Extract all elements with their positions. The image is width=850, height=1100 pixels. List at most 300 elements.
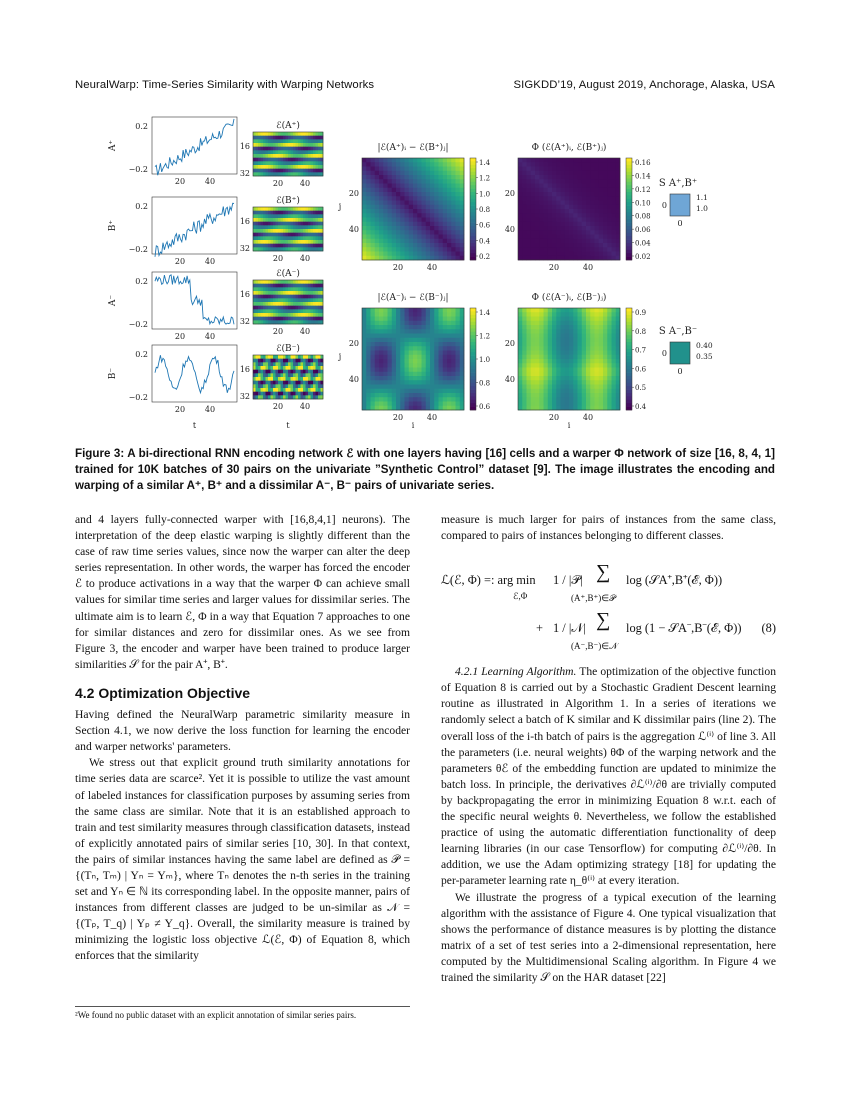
heatmap-cell bbox=[616, 226, 621, 231]
heatmap-cell bbox=[392, 171, 397, 176]
heatmap-cell bbox=[258, 359, 261, 363]
heatmap-cell bbox=[405, 402, 410, 407]
heatmap-cell bbox=[261, 136, 264, 140]
heatmap-cell bbox=[303, 373, 306, 377]
heatmap-cell bbox=[548, 359, 553, 364]
heatmap-cell bbox=[271, 359, 274, 363]
heatmap-cell bbox=[273, 214, 276, 218]
heatmap-cell bbox=[518, 334, 523, 339]
heatmap-cell bbox=[281, 355, 284, 359]
heatmap-cell bbox=[607, 213, 612, 218]
heatmap-cell bbox=[460, 342, 465, 347]
heatmap-cell bbox=[316, 284, 319, 288]
heatmap-cell bbox=[447, 342, 452, 347]
heatmap-cell bbox=[316, 132, 319, 136]
heatmap-cell bbox=[291, 291, 294, 295]
heatmap-cell bbox=[439, 252, 444, 257]
heatmap-cell bbox=[313, 309, 316, 313]
heatmap-cell bbox=[266, 136, 269, 140]
heatmap-cell bbox=[422, 247, 427, 252]
heatmap-cell bbox=[535, 325, 540, 330]
heatmap-cell bbox=[603, 205, 608, 210]
heatmap-cell bbox=[430, 402, 435, 407]
heatmap-cell bbox=[599, 222, 604, 227]
heatmap-cell bbox=[286, 362, 289, 366]
heatmap-cell bbox=[590, 317, 595, 322]
heatmap-cell bbox=[298, 284, 301, 288]
heatmap-cell bbox=[296, 306, 299, 310]
heatmap-cell bbox=[556, 363, 561, 368]
heatmap-cell bbox=[256, 139, 259, 143]
heatmap-cell bbox=[383, 247, 388, 252]
heatmap-cell bbox=[405, 380, 410, 385]
heatmap-cell bbox=[434, 325, 439, 330]
heatmap-cell bbox=[258, 150, 261, 154]
heatmap-cell bbox=[268, 233, 271, 237]
heatmap-cell bbox=[531, 346, 536, 351]
heatmap-cell bbox=[586, 329, 591, 334]
heatmap-cell bbox=[607, 188, 612, 193]
heatmap-cell bbox=[413, 372, 418, 377]
heatmap-cell bbox=[392, 175, 397, 180]
heatmap-cell bbox=[612, 256, 617, 261]
heatmap-cell bbox=[426, 342, 431, 347]
heatmap-cell bbox=[578, 338, 583, 343]
heatmap-cell bbox=[565, 402, 570, 407]
heatmap-cell bbox=[527, 385, 532, 390]
heatmap-cell bbox=[268, 291, 271, 295]
heatmap-cell bbox=[565, 334, 570, 339]
heatmap-cell bbox=[447, 175, 452, 180]
ytick-label: 40 bbox=[504, 225, 515, 234]
heatmap-cell bbox=[388, 158, 393, 163]
heatmap-cell bbox=[258, 373, 261, 377]
heatmap-cell bbox=[375, 385, 380, 390]
heatmap-cell bbox=[308, 381, 311, 385]
heatmap-cell bbox=[383, 380, 388, 385]
heatmap-cell bbox=[396, 397, 401, 402]
heatmap-cell bbox=[392, 355, 397, 360]
heatmap-cell bbox=[258, 355, 261, 359]
heatmap-cell bbox=[298, 225, 301, 229]
heatmap-cell bbox=[531, 247, 536, 252]
heatmap-cell bbox=[256, 366, 259, 370]
heatmap-cell bbox=[456, 351, 461, 356]
heatmap-cell bbox=[375, 372, 380, 377]
heatmap-cell bbox=[451, 380, 456, 385]
heatmap-cell bbox=[456, 175, 461, 180]
heatmap-cell bbox=[612, 385, 617, 390]
heatmap-cell bbox=[263, 233, 266, 237]
heatmap-cell bbox=[383, 338, 388, 343]
heatmap-cell bbox=[544, 389, 549, 394]
colorbar-tick-label: 1.4 bbox=[479, 309, 491, 317]
heatmap-cell bbox=[286, 165, 289, 169]
heatmap-cell bbox=[616, 359, 621, 364]
heatmap-cell bbox=[447, 397, 452, 402]
heatmap-cell bbox=[426, 329, 431, 334]
heatmap-cell bbox=[409, 205, 414, 210]
heatmap-cell bbox=[535, 368, 540, 373]
heatmap-cell bbox=[396, 235, 401, 240]
heatmap-cell bbox=[565, 192, 570, 197]
heatmap-cell bbox=[607, 308, 612, 313]
xlabel: i bbox=[567, 421, 571, 430]
heatmap-cell bbox=[599, 205, 604, 210]
heatmap-cell bbox=[261, 359, 264, 363]
heatmap-cell bbox=[417, 346, 422, 351]
heatmap-cell bbox=[276, 370, 279, 374]
heatmap-cell bbox=[548, 351, 553, 356]
heatmap-cell bbox=[565, 196, 570, 201]
heatmap-cell bbox=[366, 359, 371, 364]
heatmap-cell bbox=[612, 338, 617, 343]
heatmap-cell bbox=[388, 167, 393, 172]
similarity-label: S A⁺,B⁺ bbox=[658, 178, 698, 189]
heatmap-cell bbox=[443, 376, 448, 381]
heatmap-cell bbox=[460, 397, 465, 402]
heatmap-cell bbox=[586, 243, 591, 248]
heatmap-cell bbox=[409, 368, 414, 373]
heatmap-cell bbox=[396, 201, 401, 206]
heatmap-cell bbox=[271, 225, 274, 229]
heatmap-cell bbox=[603, 158, 608, 163]
heatmap-cell bbox=[286, 161, 289, 165]
heatmap-cell bbox=[261, 161, 264, 165]
heatmap-cell bbox=[539, 196, 544, 201]
colorbar-tick-label: 0.35 bbox=[696, 352, 713, 361]
heatmap-cell bbox=[379, 317, 384, 322]
heatmap-cell bbox=[271, 313, 274, 317]
heatmap-cell bbox=[261, 384, 264, 388]
heatmap-cell bbox=[268, 298, 271, 302]
heatmap-cell bbox=[439, 385, 444, 390]
heatmap-cell bbox=[283, 222, 286, 226]
heatmap-cell bbox=[318, 158, 321, 162]
heatmap-cell bbox=[396, 355, 401, 360]
heatmap-cell bbox=[413, 363, 418, 368]
heatmap-cell bbox=[303, 165, 306, 169]
heatmap-cell bbox=[405, 218, 410, 223]
heatmap-cell bbox=[379, 385, 384, 390]
heatmap-cell bbox=[569, 179, 574, 184]
heatmap-cell bbox=[296, 392, 299, 396]
heatmap-cell bbox=[573, 205, 578, 210]
heatmap-cell bbox=[400, 397, 405, 402]
heatmap-cell bbox=[616, 308, 621, 313]
heatmap-cell bbox=[413, 351, 418, 356]
heatmap-cell bbox=[409, 389, 414, 394]
heatmap-cell bbox=[603, 351, 608, 356]
heatmap-cell bbox=[422, 312, 427, 317]
heatmap-cell bbox=[396, 376, 401, 381]
heatmap-cell bbox=[283, 284, 286, 288]
paragraph: We illustrate the progress of a typical execution of the learning algorithm with the assistance of Figure 4. One typical visualization that shows the performance of distance measures is by plotting the distance matrix of a set of test series into a 2-dimensional representation, here computed by the Multidimensional Scaling algorithm. In Figure 4 we trained the similarity 𝒮 on the HAR dataset [22] bbox=[441, 890, 776, 984]
heatmap-cell bbox=[522, 201, 527, 206]
heatmap-cell bbox=[544, 179, 549, 184]
heatmap-cell bbox=[595, 256, 600, 261]
heatmap-cell bbox=[298, 370, 301, 374]
heatmap-cell bbox=[527, 175, 532, 180]
heatmap-cell bbox=[316, 240, 319, 244]
heatmap-cell bbox=[561, 218, 566, 223]
heatmap-cell bbox=[603, 317, 608, 322]
heatmap-cell bbox=[439, 188, 444, 193]
heatmap-cell bbox=[569, 329, 574, 334]
heatmap-cell bbox=[527, 329, 532, 334]
heatmap-cell bbox=[409, 312, 414, 317]
colorbar-step bbox=[626, 345, 632, 349]
heatmap-cell bbox=[451, 222, 456, 227]
heatmap-cell bbox=[460, 201, 465, 206]
heatmap-cell bbox=[426, 235, 431, 240]
heatmap-cell bbox=[569, 363, 574, 368]
heatmap-cell bbox=[565, 256, 570, 261]
heatmap-cell bbox=[253, 373, 256, 377]
heatmap-cell bbox=[434, 346, 439, 351]
heatmap-cell bbox=[578, 184, 583, 189]
heatmap-cell bbox=[531, 393, 536, 398]
heatmap-cell bbox=[552, 243, 557, 248]
heatmap-cell bbox=[565, 325, 570, 330]
colorbar-step bbox=[470, 322, 476, 326]
heatmap-cell bbox=[578, 167, 583, 172]
heatmap-cell bbox=[443, 247, 448, 252]
heatmap-cell bbox=[573, 252, 578, 257]
heatmap-cell bbox=[396, 175, 401, 180]
heatmap-cell bbox=[586, 397, 591, 402]
heatmap-cell bbox=[539, 184, 544, 189]
heatmap-cell bbox=[311, 366, 314, 370]
ytick-label: −0.2 bbox=[128, 393, 148, 402]
heatmap-cell bbox=[527, 192, 532, 197]
heatmap-cell bbox=[316, 355, 319, 359]
heatmap-cell bbox=[371, 196, 376, 201]
heatmap-cell bbox=[616, 188, 621, 193]
heatmap-cell bbox=[443, 317, 448, 322]
heatmap-cell bbox=[311, 381, 314, 385]
heatmap-cell bbox=[539, 239, 544, 244]
heatmap-cell bbox=[522, 329, 527, 334]
heatmap-cell bbox=[565, 213, 570, 218]
heatmap-cell bbox=[548, 243, 553, 248]
heatmap-cell bbox=[518, 393, 523, 398]
heatmap-cell bbox=[522, 389, 527, 394]
heatmap-cell bbox=[400, 308, 405, 313]
heatmap-cell bbox=[268, 309, 271, 313]
heatmap-cell bbox=[306, 222, 309, 226]
ytick-label: 40 bbox=[348, 375, 359, 384]
heatmap-cell bbox=[362, 397, 367, 402]
heatmap-cell bbox=[413, 171, 418, 176]
heatmap-cell bbox=[586, 230, 591, 235]
heatmap-cell bbox=[522, 312, 527, 317]
heatmap-cell bbox=[535, 376, 540, 381]
heatmap-cell bbox=[518, 226, 523, 231]
heatmap-cell bbox=[531, 406, 536, 411]
heatmap-cell bbox=[263, 384, 266, 388]
heatmap-cell bbox=[273, 291, 276, 295]
heatmap-cell bbox=[590, 385, 595, 390]
heatmap-cell bbox=[276, 384, 279, 388]
heatmap-cell bbox=[599, 376, 604, 381]
heatmap-cell bbox=[306, 313, 309, 317]
heatmap-cell bbox=[430, 385, 435, 390]
heatmap-cell bbox=[276, 359, 279, 363]
heatmap-cell bbox=[362, 402, 367, 407]
heatmap-cell bbox=[298, 287, 301, 291]
heatmap-cell bbox=[256, 136, 259, 140]
heatmap-cell bbox=[405, 355, 410, 360]
encoding-title: ℰ(A⁺) bbox=[276, 121, 300, 131]
heatmap-cell bbox=[522, 317, 527, 322]
heatmap-cell bbox=[409, 192, 414, 197]
heatmap-cell bbox=[266, 214, 269, 218]
heatmap-cell bbox=[548, 209, 553, 214]
heatmap-cell bbox=[258, 154, 261, 158]
heatmap-cell bbox=[261, 317, 264, 321]
eq-term-1: log (𝒮A⁺,B⁺(ℰ, Φ)) bbox=[626, 573, 723, 588]
heatmap-cell bbox=[388, 222, 393, 227]
heatmap-cell bbox=[582, 230, 587, 235]
heatmap-cell bbox=[400, 167, 405, 172]
heatmap-cell bbox=[434, 167, 439, 172]
heatmap-cell bbox=[607, 235, 612, 240]
heatmap-cell bbox=[578, 243, 583, 248]
heatmap-cell bbox=[569, 406, 574, 411]
heatmap-cell bbox=[388, 338, 393, 343]
heatmap-cell bbox=[366, 158, 371, 163]
heatmap-cell bbox=[388, 175, 393, 180]
heatmap-cell bbox=[413, 334, 418, 339]
heatmap-cell bbox=[518, 158, 523, 163]
heatmap-cell bbox=[595, 184, 600, 189]
heatmap-cell bbox=[556, 389, 561, 394]
heatmap-cell bbox=[383, 158, 388, 163]
colorbar-step bbox=[626, 311, 632, 315]
running-header-title: NeuralWarp: Time-Series Similarity with Warping Networks bbox=[75, 79, 375, 91]
heatmap-cell bbox=[396, 184, 401, 189]
heatmap-cell bbox=[291, 169, 294, 173]
heatmap-cell bbox=[278, 366, 281, 370]
heatmap-cell bbox=[281, 377, 284, 381]
heatmap-cell bbox=[439, 359, 444, 364]
heatmap-cell bbox=[426, 188, 431, 193]
heatmap-cell bbox=[288, 225, 291, 229]
heatmap-cell bbox=[261, 373, 264, 377]
heatmap-cell bbox=[548, 167, 553, 172]
heatmap-cell bbox=[271, 143, 274, 147]
heatmap-cell bbox=[434, 368, 439, 373]
heatmap-cell bbox=[268, 377, 271, 381]
heatmap-cell bbox=[522, 213, 527, 218]
heatmap-cell bbox=[518, 351, 523, 356]
heatmap-cell bbox=[430, 226, 435, 231]
heatmap-cell bbox=[375, 201, 380, 206]
heatmap-cell bbox=[417, 338, 422, 343]
heatmap-cell bbox=[561, 196, 566, 201]
eq-sum-1-sub: (A⁺,B⁺)∈𝒫 bbox=[571, 593, 616, 604]
heatmap-cell bbox=[291, 298, 294, 302]
heatmap-cell bbox=[256, 309, 259, 313]
heatmap-cell bbox=[366, 368, 371, 373]
heatmap-cell bbox=[556, 213, 561, 218]
heatmap-cell bbox=[539, 230, 544, 235]
heatmap-cell bbox=[413, 167, 418, 172]
heatmap-cell bbox=[396, 192, 401, 197]
heatmap-cell bbox=[426, 209, 431, 214]
heatmap-cell bbox=[268, 366, 271, 370]
heatmap-cell bbox=[308, 207, 311, 211]
heatmap-cell bbox=[460, 222, 465, 227]
heatmap-cell bbox=[590, 247, 595, 252]
heatmap-cell bbox=[268, 370, 271, 374]
heatmap-cell bbox=[271, 370, 274, 374]
colorbar-step bbox=[626, 373, 632, 377]
heatmap-cell bbox=[548, 235, 553, 240]
heatmap-cell bbox=[296, 147, 299, 151]
heatmap-cell bbox=[603, 192, 608, 197]
colorbar-step bbox=[470, 356, 476, 360]
heatmap-cell bbox=[409, 308, 414, 313]
heatmap-cell bbox=[426, 218, 431, 223]
heatmap-cell bbox=[253, 132, 256, 136]
heatmap-cell bbox=[288, 377, 291, 381]
heatmap-cell bbox=[286, 150, 289, 154]
xtick-label: 0 bbox=[677, 367, 683, 376]
heatmap-cell bbox=[578, 372, 583, 377]
heatmap-cell bbox=[286, 225, 289, 229]
heatmap-cell bbox=[413, 393, 418, 398]
row-label: A⁺ bbox=[108, 139, 118, 152]
heatmap-cell bbox=[518, 321, 523, 326]
heatmap-cell bbox=[451, 342, 456, 347]
heatmap-cell bbox=[460, 209, 465, 214]
heatmap-cell bbox=[261, 139, 264, 143]
heatmap-cell bbox=[569, 226, 574, 231]
heatmap-cell bbox=[434, 393, 439, 398]
heatmap-cell bbox=[371, 338, 376, 343]
heatmap-cell bbox=[460, 334, 465, 339]
heatmap-cell bbox=[296, 359, 299, 363]
heatmap-cell bbox=[599, 317, 604, 322]
heatmap-cell bbox=[582, 175, 587, 180]
heatmap-cell bbox=[561, 256, 566, 261]
heatmap-cell bbox=[366, 346, 371, 351]
heatmap-cell bbox=[278, 370, 281, 374]
heatmap-cell bbox=[258, 244, 261, 248]
heatmap-cell bbox=[603, 243, 608, 248]
heatmap-cell bbox=[443, 385, 448, 390]
heatmap-cell bbox=[388, 184, 393, 189]
heatmap-cell bbox=[590, 171, 595, 176]
heatmap-cell bbox=[313, 240, 316, 244]
heatmap-cell bbox=[308, 317, 311, 321]
heatmap-cell bbox=[439, 226, 444, 231]
heatmap-cell bbox=[409, 188, 414, 193]
heatmap-cell bbox=[443, 389, 448, 394]
heatmap-cell bbox=[590, 256, 595, 261]
heatmap-cell bbox=[362, 385, 367, 390]
heatmap-cell bbox=[573, 406, 578, 411]
heatmap-cell bbox=[266, 218, 269, 222]
heatmap-cell bbox=[281, 284, 284, 288]
heatmap-cell bbox=[582, 179, 587, 184]
heatmap-cell bbox=[263, 291, 266, 295]
heatmap-cell bbox=[590, 338, 595, 343]
heatmap-cell bbox=[396, 213, 401, 218]
heatmap-cell bbox=[422, 380, 427, 385]
